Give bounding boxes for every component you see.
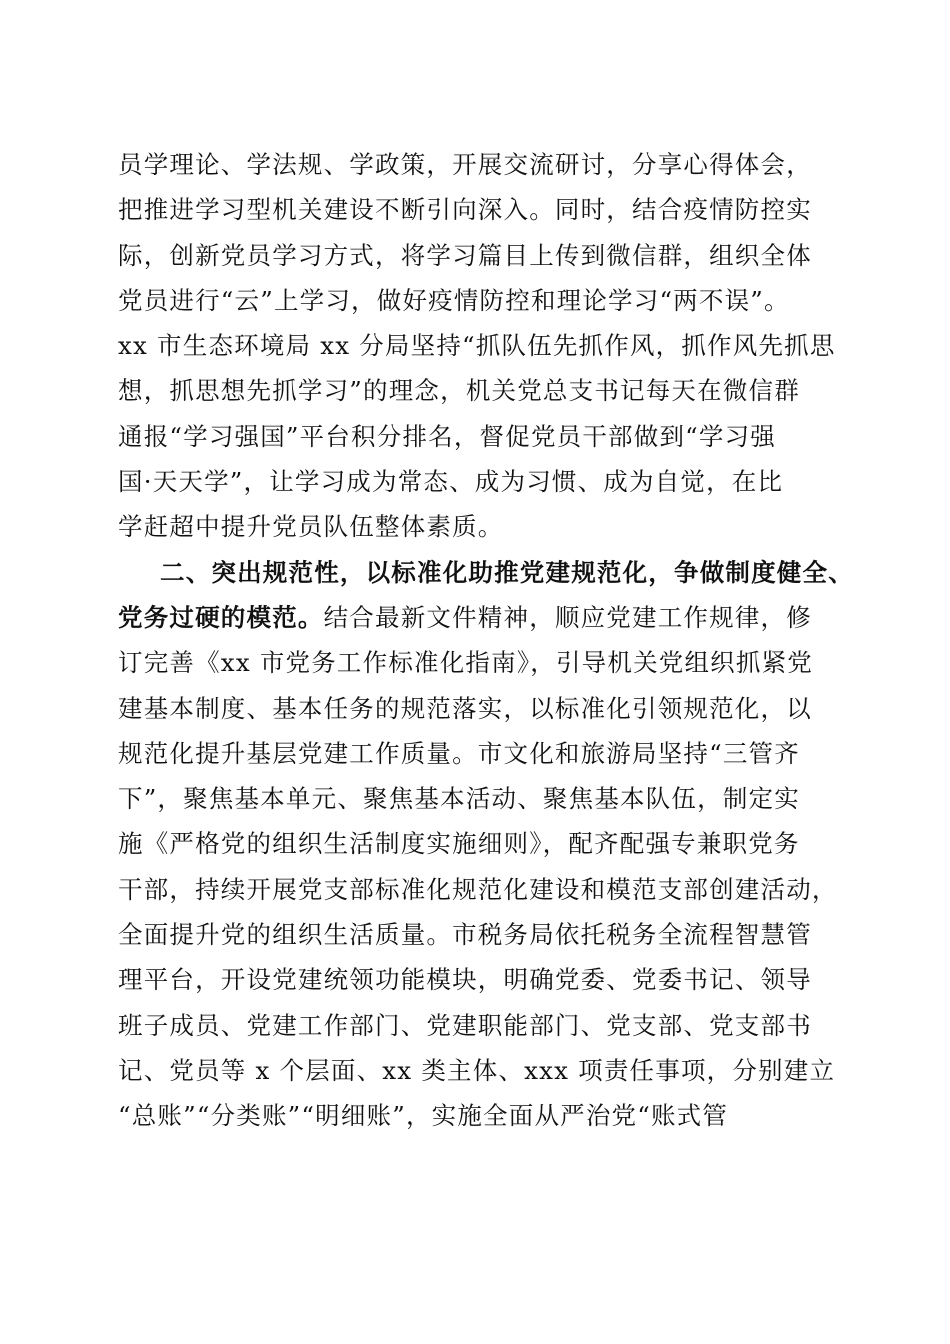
paragraph-2-line: “总账”“分类账”“明细账”，实施全面从严治党“账式管 [118,1101,729,1131]
paragraph-1-line: 通报“学习强国”平台积分排名，督促党员干部做到“学习强 [118,421,776,451]
paragraph-2-line: 下”，聚焦基本单元、聚焦基本活动、聚焦基本队伍，制定实 [118,784,800,814]
paragraph-1-line: 想，抓思想先抓学习”的理念，机关党总支书记每天在微信群 [118,376,800,406]
paragraph-2-start: 结合最新文件精神，顺应党建工作规律，修 [323,602,812,632]
section-2-heading: 二、突出规范性，以标准化助推党建规范化，争做制度健全、 [160,557,854,587]
section-2-heading-continuation [118,595,838,640]
paragraph-2-line: 班子成员、党建工作部门、党建职能部门、党支部、党支部书 [118,1010,812,1040]
paragraph-1-line: 际，创新党员学习方式，将学习篇目上传到微信群，组织全体 [118,240,812,270]
paragraph-2-line: 建基本制度、基本任务的规范落实，以标准化引领规范化，以 [118,693,812,723]
paragraph-2-line: 施《严格党的组织生活制度实施细则》，配齐配强专兼职党务 [118,829,800,859]
paragraph-2-line: 理平台，开设党建统领功能模块，明确党委、党委书记、领导 [118,965,812,995]
paragraph-2-line: 订完善《xx 市党务工作标准化指南》，引导机关党组织抓紧党 [118,648,813,678]
paragraph-1-line: 把推进学习型机关建设不断引向深入。同时，结合疫情防控实 [118,195,812,225]
paragraph-1-line: 员学理论、学法规、学政策，开展交流研讨，分享心得体会， [118,150,812,179]
paragraph-1-line: 学赶超中提升党员队伍整体素质。 [118,512,504,542]
paragraph-2-line: 干部，持续开展党支部标准化规范化建设和模范支部创建活动， [118,874,838,904]
paragraph-1-line: 国·天天学”，让学习成为常态、成为习惯、成为自觉，在比 [118,467,784,497]
document-body [118,142,854,1139]
paragraph-2-line: 全面提升党的组织生活质量。市税务局依托税务全流程智慧管 [118,920,812,950]
section-2-heading-end: 党务过硬的模范。 [118,602,324,632]
paragraph-1-line: xx 市生态环境局 xx 分局坚持“抓队伍先抓作风，抓作风先抓思 [118,331,836,361]
paragraph-2-line: 规范化提升基层党建工作质量。市文化和旅游局坚持“三管齐 [118,738,800,768]
paragraph-2-line: 记、党员等 x 个层面、xx 类主体、xxx 项责任事项，分别建立 [118,1055,836,1085]
paragraph-1-line: 党员进行“云”上学习，做好疫情防控和理论学习“两不误”。 [118,285,790,315]
